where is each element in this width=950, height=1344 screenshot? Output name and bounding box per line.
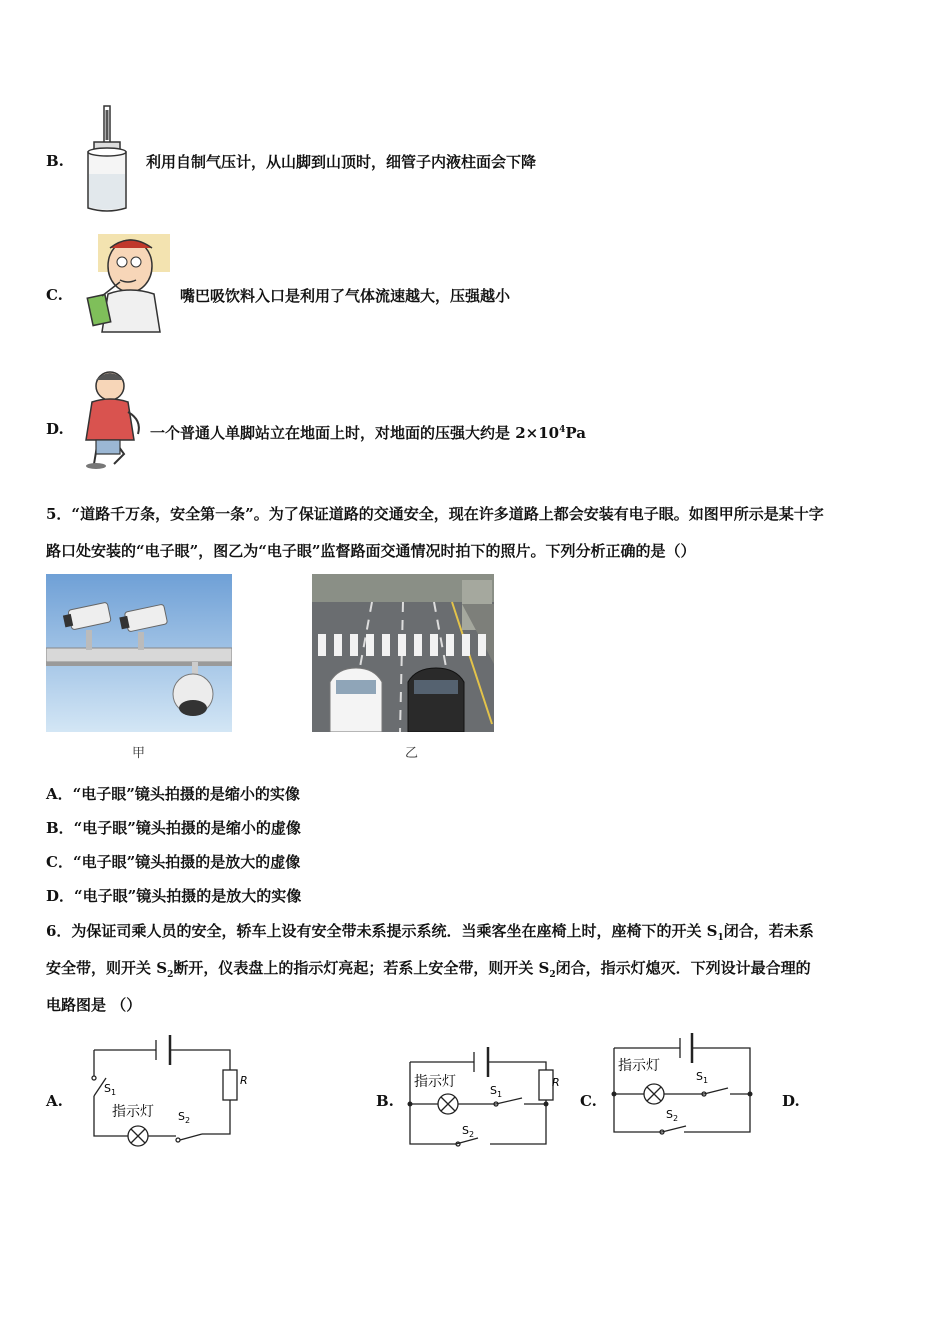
figure-a-traffic-camera-photo — [46, 574, 232, 732]
drinking-person-icon — [80, 234, 172, 334]
circuit-option-a-letter[interactable]: A. — [46, 1092, 63, 1110]
svg-text:S2: $S_2$ — [178, 1110, 191, 1125]
figure-a-caption: 甲 — [132, 746, 146, 761]
figure-b-road-photo — [312, 574, 494, 732]
q5-stem-line1: 5．“道路千万条，安全第一条”。为了保证道路的交通安全，现在许多道路上都会安装有电子眼。如图甲所示是某十字 — [46, 505, 824, 523]
circuit-diagram-b — [400, 1040, 560, 1154]
q6-stem-line2: 安全带，则开关 $S_2$断开，仪表盘上的指示灯亮起；若系上安全带，则开关 $S_2$闭合，指示灯熄灭．下列设计最合理的 — [46, 959, 811, 980]
option-b-text: 利用自制气压计，从山脚到山顶时，细管子内液柱面会下降 — [146, 153, 537, 171]
svg-text:R: R — [552, 1076, 560, 1089]
figure-b-caption: 乙 — [405, 746, 419, 761]
option-d-text: 一个普通人单脚站立在地面上时，对地面的压强大约是 $2\times 10^4Pa$ — [150, 424, 586, 442]
circuit-option-c-letter[interactable]: C. — [580, 1092, 597, 1110]
q5-option-d[interactable]: D．“电子眼”镜头拍摄的是放大的实像 — [46, 887, 302, 905]
svg-text:指示灯: 指示灯 — [112, 1104, 154, 1120]
q5-stem-line2: 路口处安装的“电子眼”，图乙为“电子眼”监督路面交通情况时拍下的照片。下列分析正确的是（） — [46, 542, 696, 560]
svg-text:指示灯: 指示灯 — [618, 1058, 660, 1074]
barometer-icon — [80, 104, 136, 214]
circuit-option-d-letter[interactable]: D. — [782, 1092, 800, 1110]
circuit-option-b-letter[interactable]: B. — [376, 1092, 394, 1110]
q6-stem-line1: 6．为保证司乘人员的安全，轿车上设有安全带未系提示系统．当乘客坐在座椅上时，座椅下的开关 $S_1$闭合，若未系 — [46, 922, 814, 943]
svg-text:S1: $S_1$ — [696, 1070, 709, 1085]
svg-text:S2: $S_2$ — [666, 1108, 679, 1123]
svg-text:S1: $S_1$ — [104, 1082, 117, 1097]
svg-text:S1: $S_1$ — [490, 1084, 503, 1099]
q5-option-c[interactable]: C．“电子眼”镜头拍摄的是放大的虚像 — [46, 853, 301, 871]
svg-text:R: R — [240, 1074, 248, 1087]
option-letter-d: D. — [46, 420, 64, 438]
svg-text:S2: $S_2$ — [462, 1124, 475, 1139]
standing-person-icon — [74, 368, 146, 472]
option-letter-b: B. — [46, 152, 64, 170]
q6-stem-line3: 电路图是 （） — [46, 996, 142, 1014]
q5-option-a[interactable]: A．“电子眼”镜头拍摄的是缩小的实像 — [46, 785, 300, 803]
option-c-text: 嘴巴吸饮料入口是利用了气体流速越大，压强越小 — [180, 287, 511, 305]
circuit-diagram-c — [604, 1028, 764, 1138]
circuit-diagram-a — [82, 1030, 252, 1150]
svg-text:指示灯: 指示灯 — [414, 1074, 456, 1090]
q5-option-b[interactable]: B．“电子眼”镜头拍摄的是缩小的虚像 — [46, 819, 301, 837]
option-letter-c: C. — [46, 286, 63, 304]
